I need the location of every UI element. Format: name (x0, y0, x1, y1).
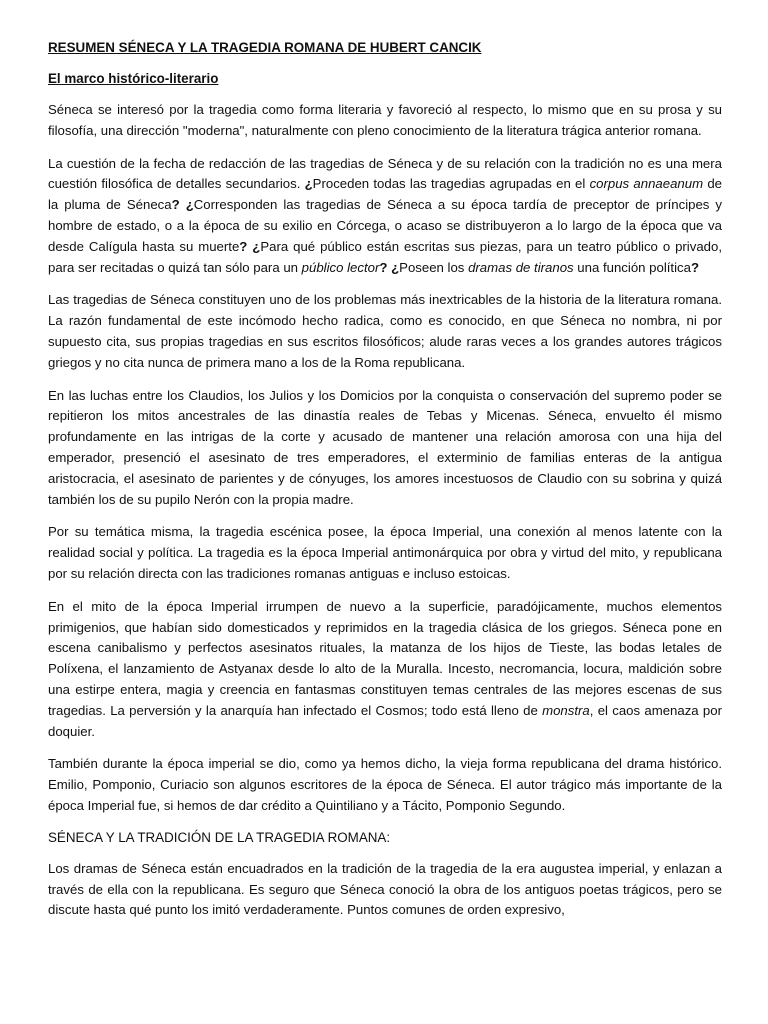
paragraph-2: La cuestión de la fecha de redacción de las tragedias de Séneca y de su relación con la tradición no es una mera cuestión filosófica de detalles secundarios. ¿Proceden todas las tragedias agrupadas en el corpus annaeanum de la pluma de Séneca? ¿Corresponden las tragedias de Séneca a su época tardía de preceptor de príncipes y hombre de estado, o a la época de su exilio en Córcega, o acaso se distribuyeron a lo largo de la época que va desde Calígula hasta su muerte? ¿Para qué público están escritas sus piezas, para un teatro público o privado, para ser recitadas o quizá tan sólo para un público lector? ¿Poseen los dramas de tiranos una función política? (48, 155, 722, 275)
document-title: RESUMEN SÉNECA Y LA TRAGEDIA ROMANA DE HUBERT CANCIK (48, 40, 482, 55)
paragraph-6: En el mito de la época Imperial irrumpen de nuevo a la superficie, paradójicamente, muchos elementos primigenios, que habían sido domesticados y reprimidos en la tragedia clásica de los griegos. Séneca pone en escena canibalismo y perfectos asesinatos rituales, la matanza de los hijos de Tieste, las bodas letales de Políxena, el lanzamiento de Astyanax desde lo alto de la Muralla. Incesto, necromancia, locura, maldición sobre una estirpe entera, magia y creencia en fantasmas constituyen temas centrales de las mejores escenas de sus tragedias. La perversión y la anarquía han infectado el Cosmos; todo está lleno de monstra, el caos amenaza por doquier. (48, 598, 722, 739)
paragraph-7: También durante la época imperial se dio, como ya hemos dicho, la vieja forma republicana del drama histórico. Emilio, Pomponio, Curiacio son algunos escritores de la época de Séneca. El autor trágico más importante de la época Imperial fue, si hemos de dar crédito a Quintiliano y a Tácito, Pomponio Segundo. (48, 756, 722, 813)
paragraph-5: Por su temática misma, la tragedia escénica posee, la época Imperial, una conexión al menos latente con la realidad social y política. La tragedia es la época Imperial antimonárquica por obra y virtud del mito, y republicana por su relación directa con las tradiciones romanas antiguas e incluso estoicas. (48, 524, 722, 581)
section-heading: SÉNECA Y LA TRADICIÓN DE LA TRAGEDIA ROMANA: (48, 829, 391, 845)
paragraph-3: Las tragedias de Séneca constituyen uno de los problemas más inextricables de la historia de la literatura romana. La razón fundamental de este incómodo hecho radica, como es conocido, en que Séneca no nombra, ni por supuesto cita, sus propias tragedias en sus escritos filosóficos; alude raras veces a los grandes autores trágicos griegos y no cita nunca de primera mano a los de la Roma republicana. (48, 292, 722, 370)
paragraph-8: Los dramas de Séneca están encuadrados en la tradición de la tragedia de la era augustea imperial, y enlazan a través de ella con la republicana. Es seguro que Séneca conoció la obra de los antiguos poetas trágicos, pero se discute hasta qué punto los imitó verdaderamente. Puntos comunes de orden expresivo, (48, 860, 722, 918)
paragraph-1: Séneca se interesó por la tragedia como forma literaria y favoreció al respecto, lo mismo que en su prosa y su filosofía, una dirección "moderna", naturalmente con pleno conocimiento de la literatura trágica anterior romana. (48, 102, 722, 138)
paragraph-4: En las luchas entre los Claudios, los Julios y los Domicios por la conquista o conservación del supremo poder se repitieron los mitos ancestrales de las dinastía reales de Tebas y Micenas. Séneca, envuelto él mismo profundamente en las intrigas de la corte y acusado de mantener una relación amorosa con una hija del emperador, presenció el asesinato de tres emperadores, el exterminio de familias enteras de la antigua aristocracia, el asesinato de parientes y de cónyuges, los amores incestuosos de Claudio con su sobrina y quizá también los de su pupilo Nerón con la propia madre. (48, 387, 722, 507)
section-subtitle: El marco histórico-literario (48, 71, 219, 86)
